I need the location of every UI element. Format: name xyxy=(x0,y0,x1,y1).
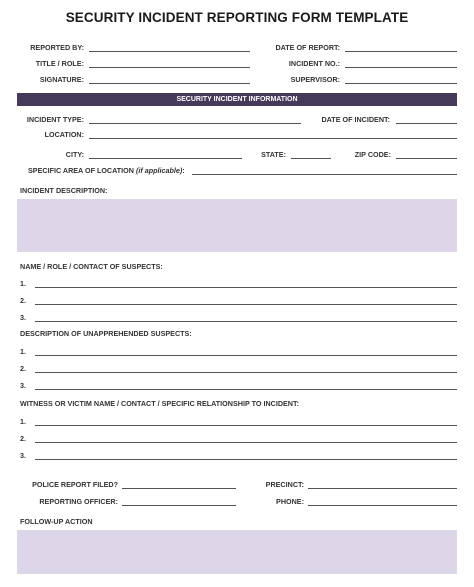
incident-no-field[interactable] xyxy=(345,67,457,68)
precinct-field[interactable] xyxy=(308,488,457,489)
unapprehended-item-2-field[interactable] xyxy=(35,372,457,373)
witness-item-2-field[interactable] xyxy=(35,442,457,443)
section-header-incident-information: SECURITY INCIDENT INFORMATION xyxy=(17,93,457,106)
reporting-officer-label: REPORTING OFFICER: xyxy=(39,497,118,506)
incident-description-box[interactable] xyxy=(17,199,457,252)
suspects-item-3-number: 3. xyxy=(20,313,26,322)
phone-field[interactable] xyxy=(308,505,457,506)
incident-type-field[interactable] xyxy=(89,123,301,124)
witness-item-3-number: 3. xyxy=(20,451,26,460)
suspects-heading: NAME / ROLE / CONTACT OF SUSPECTS: xyxy=(20,262,163,271)
city-field[interactable] xyxy=(89,158,242,159)
precinct-label: PRECINCT: xyxy=(265,480,304,489)
unapprehended-heading: DESCRIPTION OF UNAPPREHENDED SUSPECTS: xyxy=(20,329,192,338)
specific-area-field[interactable] xyxy=(192,174,457,175)
incident-description-label: INCIDENT DESCRIPTION: xyxy=(20,186,108,195)
police-report-filed-field[interactable] xyxy=(122,488,236,489)
supervisor-label: SUPERVISOR: xyxy=(290,75,340,84)
city-label: CITY: xyxy=(65,150,84,159)
unapprehended-item-3-field[interactable] xyxy=(35,389,457,390)
incident-type-label: INCIDENT TYPE: xyxy=(26,115,84,124)
unapprehended-item-2-number: 2. xyxy=(20,364,26,373)
state-field[interactable] xyxy=(291,158,331,159)
unapprehended-item-1-field[interactable] xyxy=(35,355,457,356)
police-report-filed-label: POLICE REPORT FILED? xyxy=(32,480,118,489)
reported-by-field[interactable] xyxy=(89,51,250,52)
supervisor-field[interactable] xyxy=(345,83,457,84)
suspects-item-1-number: 1. xyxy=(20,279,26,288)
specific-area-label xyxy=(28,166,185,175)
witness-item-3-field[interactable] xyxy=(35,459,457,460)
witness-heading: WITNESS OR VICTIM NAME / CONTACT / SPECIFIC RELATIONSHIP TO INCIDENT: xyxy=(20,399,299,408)
form-title: SECURITY INCIDENT REPORTING FORM TEMPLATE xyxy=(65,10,409,25)
suspects-item-1-field[interactable] xyxy=(35,287,457,288)
location-label: LOCATION: xyxy=(44,130,84,139)
incident-no-label: INCIDENT NO.: xyxy=(288,59,340,68)
follow-up-heading: FOLLOW-UP ACTION xyxy=(20,517,93,526)
specific-area-text: SPECIFIC AREA OF LOCATION xyxy=(28,166,134,175)
title-role-label: TITLE / ROLE: xyxy=(35,59,84,68)
signature-label: SIGNATURE: xyxy=(39,75,84,84)
specific-area-note: (if applicable) xyxy=(135,166,183,175)
zip-code-label: ZIP CODE: xyxy=(354,150,391,159)
date-of-incident-label: DATE OF INCIDENT: xyxy=(321,115,390,124)
suspects-item-2-number: 2. xyxy=(20,296,26,305)
unapprehended-item-3-number: 3. xyxy=(20,381,26,390)
phone-label: PHONE: xyxy=(276,497,304,506)
title-role-field[interactable] xyxy=(89,67,250,68)
date-of-report-field[interactable] xyxy=(345,51,457,52)
zip-code-field[interactable] xyxy=(396,158,457,159)
unapprehended-item-1-number: 1. xyxy=(20,347,26,356)
state-label: STATE: xyxy=(261,150,286,159)
location-field[interactable] xyxy=(89,138,457,139)
suspects-item-3-field[interactable] xyxy=(35,321,457,322)
witness-item-2-number: 2. xyxy=(20,434,26,443)
suspects-item-2-field[interactable] xyxy=(35,304,457,305)
reporting-officer-field[interactable] xyxy=(122,505,236,506)
witness-item-1-number: 1. xyxy=(20,417,26,426)
signature-field[interactable] xyxy=(89,83,250,84)
reported-by-label: REPORTED BY: xyxy=(30,43,84,52)
witness-item-1-field[interactable] xyxy=(35,425,457,426)
specific-area-colon: : xyxy=(182,166,185,175)
date-of-incident-field[interactable] xyxy=(396,123,457,124)
follow-up-box[interactable] xyxy=(17,530,457,574)
date-of-report-label: DATE OF REPORT: xyxy=(275,43,340,52)
